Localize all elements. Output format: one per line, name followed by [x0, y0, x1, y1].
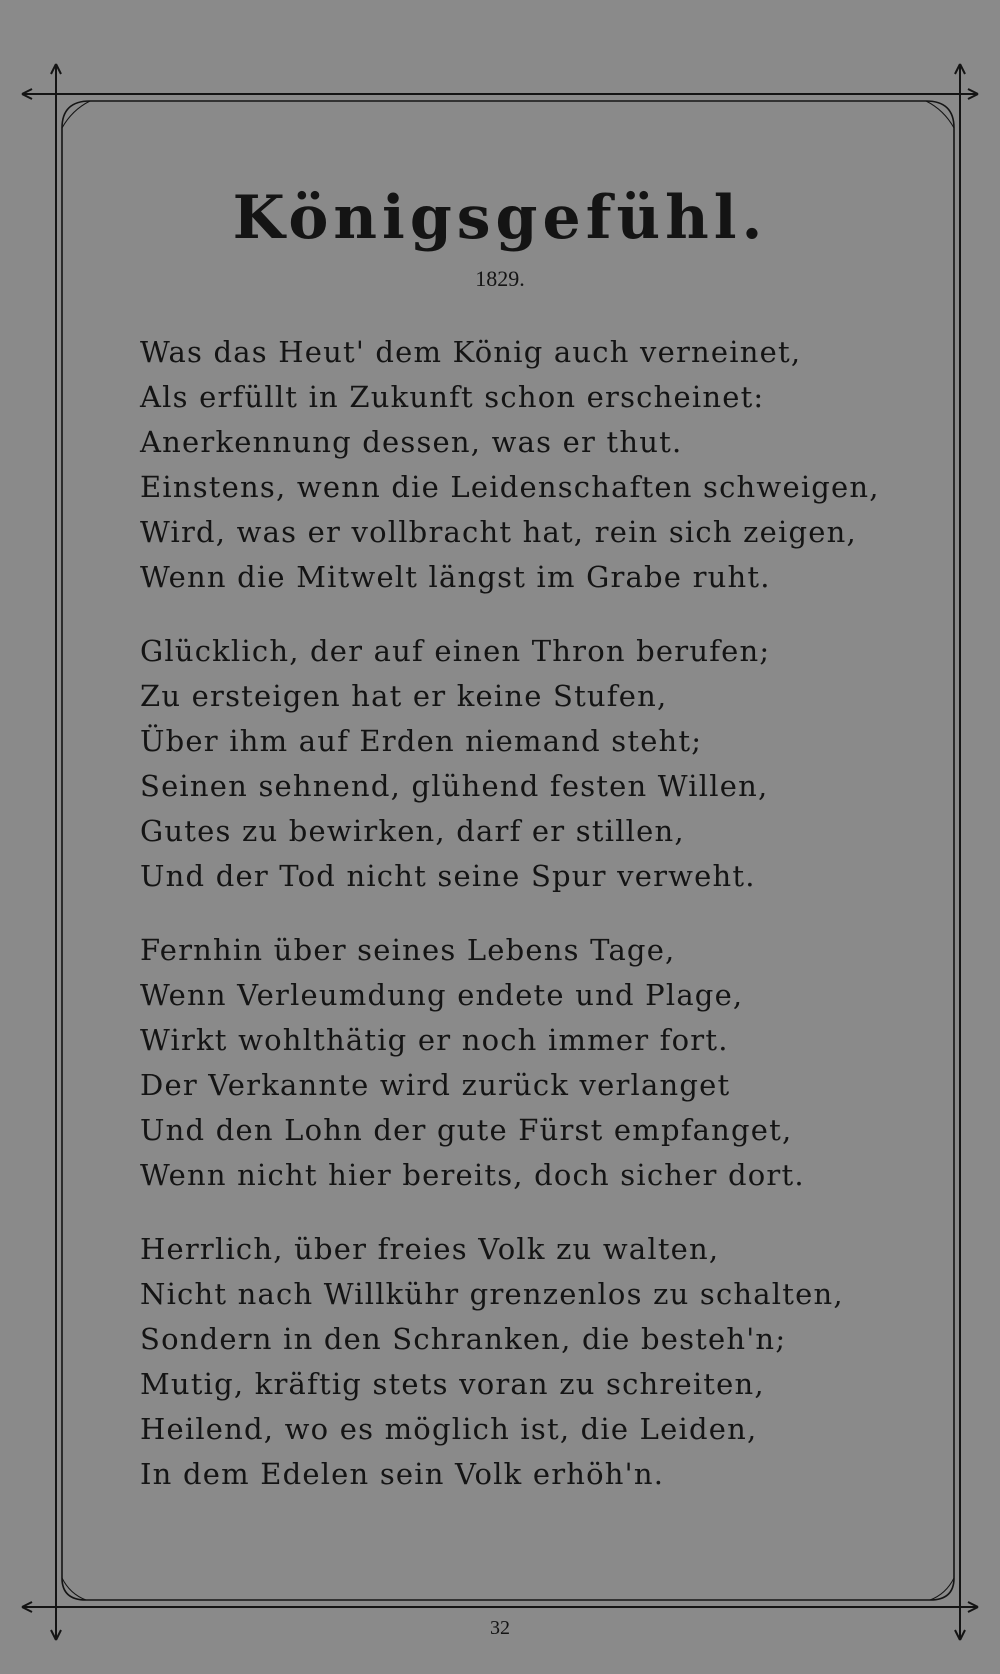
verse-line: Und den Lohn der gute Fürst empfanget, [140, 1113, 793, 1147]
stanza-2 [140, 629, 880, 899]
verse-line: Was das Heut' dem König auch verneinet, [140, 335, 802, 369]
verse-line: Nicht nach Willkühr grenzenlos zu schalten, [140, 1277, 844, 1311]
verse-line: In dem Edelen sein Volk erhöh'n. [140, 1457, 665, 1491]
verse-line: Seinen sehnend, glühend festen Willen, [140, 769, 769, 803]
verse-line: Fernhin über seines Lebens Tage, [140, 933, 676, 967]
verse-line: Wenn nicht hier bereits, doch sicher dort. [140, 1158, 805, 1192]
page-number: 32 [490, 1617, 510, 1639]
verse-line: Einstens, wenn die Leidenschaften schweigen, [140, 470, 880, 504]
stanza-3 [140, 928, 880, 1198]
verse-line: Wenn die Mitwelt längst im Grabe ruht. [140, 560, 771, 594]
verse-line: Gutes zu bewirken, darf er stillen, [140, 814, 685, 848]
verse-line: Heilend, wo es möglich ist, die Leiden, [140, 1412, 758, 1446]
verse-line: Und der Tod nicht seine Spur verweht. [140, 859, 756, 893]
stanza-4 [140, 1227, 880, 1497]
verse-line: Glücklich, der auf einen Thron berufen; [140, 634, 771, 668]
verse-line: Mutig, kräftig stets voran zu schreiten, [140, 1367, 765, 1401]
stanza-1 [140, 330, 880, 600]
verse-line: Wenn Verleumdung endete und Plage, [140, 978, 744, 1012]
verse-line: Der Verkannte wird zurück verlanget [140, 1068, 731, 1102]
poem-body [140, 330, 880, 1526]
verse-line: Anerkennung dessen, was er thut. [140, 425, 683, 459]
verse-line: Wirkt wohlthätig er noch immer fort. [140, 1023, 729, 1057]
poem-title: Königsgefühl. [232, 183, 768, 253]
verse-line: Zu ersteigen hat er keine Stufen, [140, 679, 668, 713]
verse-line: Über ihm auf Erden niemand steht; [140, 724, 703, 758]
verse-line: Sondern in den Schranken, die besteh'n; [140, 1322, 787, 1356]
verse-line: Herrlich, über freies Volk zu walten, [140, 1232, 720, 1266]
verse-line: Wird, was er vollbracht hat, rein sich zeigen, [140, 515, 857, 549]
verse-line: Als erfüllt in Zukunft schon erscheinet: [140, 380, 765, 414]
poem-year: 1829. [475, 266, 525, 291]
